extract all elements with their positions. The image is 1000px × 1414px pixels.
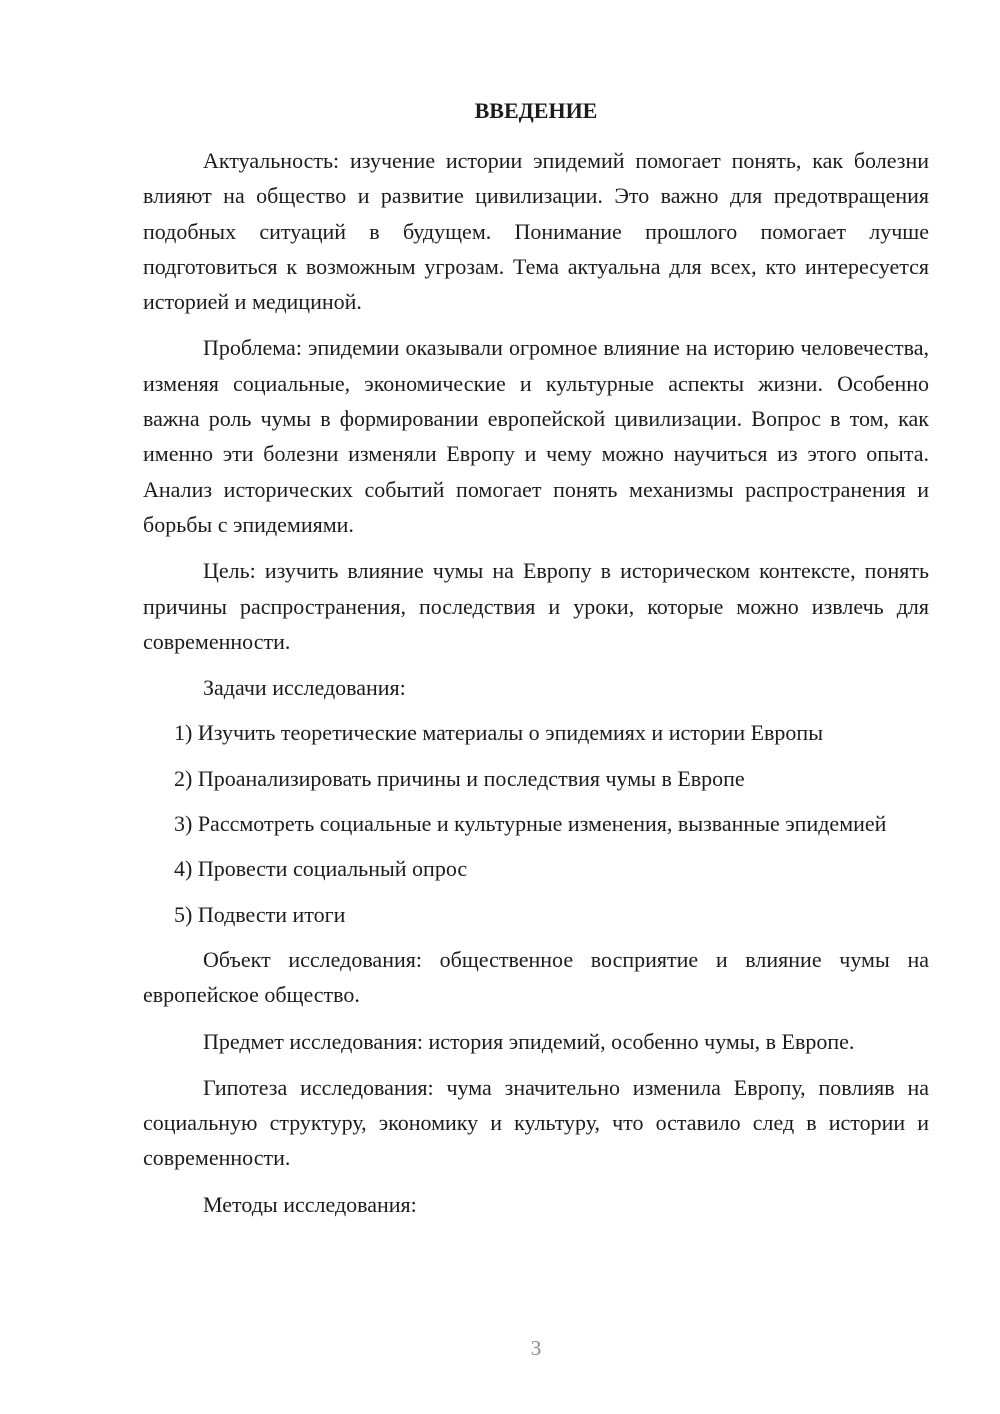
paragraph-goal: Цель: изучить влияние чумы на Европу в историческом контексте, понять причины распространения, последствия и уроки, которые можно извлечь для современности. (143, 558, 929, 654)
document-body (143, 143, 929, 1222)
tasks-heading: Задачи исследования: (203, 675, 406, 701)
paragraph-subject: Предмет исследования: история эпидемий, особенно чумы, в Европе. (203, 1028, 855, 1054)
task-item-2: 2) Проанализировать причины и последствия чумы в Европе (174, 765, 745, 791)
paragraph-problem: Проблема: эпидемии оказывали огромное влияние на историю человечества, изменяя социальные, экономические и культурные аспекты жизни. Особенно важна роль чумы в формировании европейской цивилизации. Вопрос в том, как именно эти болезни изменяли Европу и чему можно научиться из этого опыта. Анализ исторических событий помогает понять механизмы распространения и борьбы с эпидемиями. (143, 335, 929, 537)
methods-heading: Методы исследования: (203, 1191, 417, 1217)
task-item-1: 1) Изучить теоретические материалы о эпидемиях и истории Европы (174, 720, 823, 746)
task-item-4: 4) Провести социальный опрос (174, 856, 468, 882)
paragraph-relevance: Актуальность: изучение истории эпидемий помогает понять, как болезни влияют на общество и развитие цивилизации. Это важно для предотвращения подобных ситуаций в будущем. Понимание прошлого помогает лучше подготовиться к возможным угрозам. Тема актуальна для всех, кто интересуется историей и медициной. (143, 148, 929, 315)
paragraph-object: Объект исследования: общественное восприятие и влияние чумы на европейское общество. (143, 946, 929, 1008)
task-item-3: 3) Рассмотреть социальные и культурные изменения, вызванные эпидемией (174, 811, 887, 837)
page-number: 3 (530, 1336, 542, 1360)
page-title: ВВЕДЕНИЕ (474, 98, 598, 123)
paragraph-hypothesis: Гипотеза исследования: чума значительно изменила Европу, повлияв на социальную структуру, экономику и культуру, что оставило след в истории и современности. (143, 1074, 929, 1171)
task-item-5: 5) Подвести итоги (174, 901, 346, 927)
